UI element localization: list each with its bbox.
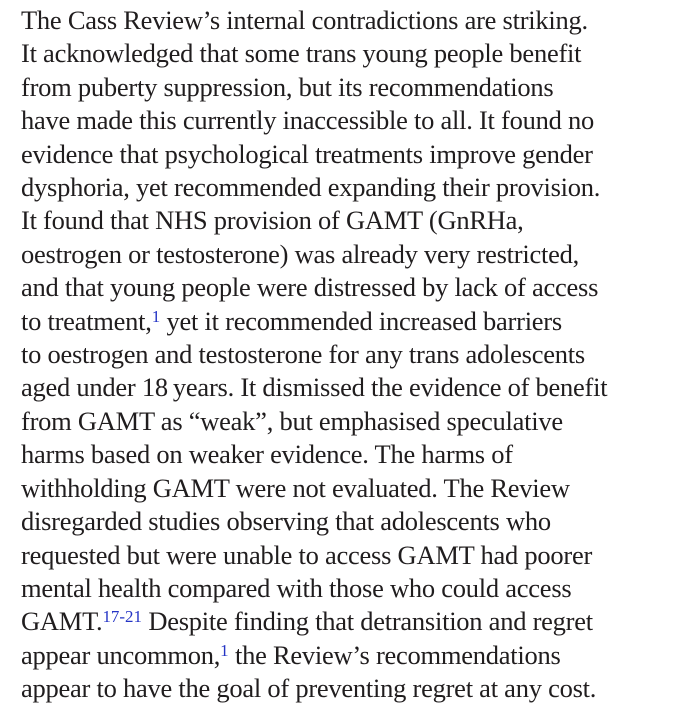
text-segment: yet it recommended increased barriers [160, 305, 562, 336]
text-segment: withholding GAMT were not evaluated. The Review [21, 472, 570, 503]
text-line [21, 37, 682, 70]
text-line [21, 171, 682, 204]
text-segment: and that young people were distressed by lack of access [21, 272, 599, 303]
text-line [21, 371, 682, 404]
text-line [21, 4, 682, 37]
text-segment: to treatment, [21, 305, 152, 336]
text-line [21, 438, 682, 471]
text-segment: oestrogen or testosterone) was already very restricted, [21, 238, 579, 269]
text-line [21, 572, 682, 605]
text-segment: the Review’s recommendations [228, 639, 561, 670]
text-segment: appear to have the goal of preventing regret at any cost. [21, 673, 597, 704]
text-line [21, 271, 682, 304]
text-line [21, 238, 682, 271]
citation-link[interactable]: 1 [151, 306, 161, 326]
text-segment: aged under 18 years. It dismissed the evidence of benefit [21, 372, 608, 403]
text-segment: It found that NHS provision of GAMT (GnRHa, [21, 205, 524, 236]
text-segment: have made this currently inaccessible to all. It found no [21, 105, 594, 136]
text-segment: from puberty suppression, but its recommendations [21, 71, 554, 102]
text-line [21, 539, 682, 572]
text-segment: harms based on weaker evidence. The harms of [21, 439, 513, 470]
text-line [21, 639, 682, 672]
text-line [21, 505, 682, 538]
text-segment: The Cass Review’s internal contradictions are striking. [21, 5, 588, 35]
text-segment: mental health compared with those who could access [21, 572, 572, 603]
text-segment: GAMT. [21, 606, 103, 637]
text-line [21, 204, 682, 237]
text-segment: disregarded studies observing that adolescents who [21, 506, 551, 537]
paragraph [21, 4, 682, 706]
text-segment: Despite finding that detransition and regret [141, 606, 593, 637]
citation-link[interactable]: 17-21 [102, 607, 142, 627]
text-line [21, 138, 682, 171]
text-line [21, 71, 682, 104]
text-segment: dysphoria, yet recommended expanding their provision. [21, 172, 601, 203]
text-line [21, 338, 682, 371]
text-line [21, 672, 682, 705]
text-segment: to oestrogen and testosterone for any trans adolescents [21, 339, 585, 370]
text-segment: from GAMT as “weak”, but emphasised speculative [21, 405, 563, 436]
text-line [21, 305, 682, 338]
text-segment: requested but were unable to access GAMT had poorer [21, 539, 593, 570]
text-line [21, 605, 682, 638]
text-segment: appear uncommon, [21, 639, 221, 670]
text-segment: evidence that psychological treatments improve gender [21, 138, 593, 169]
text-segment: It acknowledged that some trans young people benefit [21, 38, 582, 69]
text-line [21, 405, 682, 438]
citation-link[interactable]: 1 [220, 640, 229, 660]
text-line [21, 472, 682, 505]
text-line [21, 104, 682, 137]
